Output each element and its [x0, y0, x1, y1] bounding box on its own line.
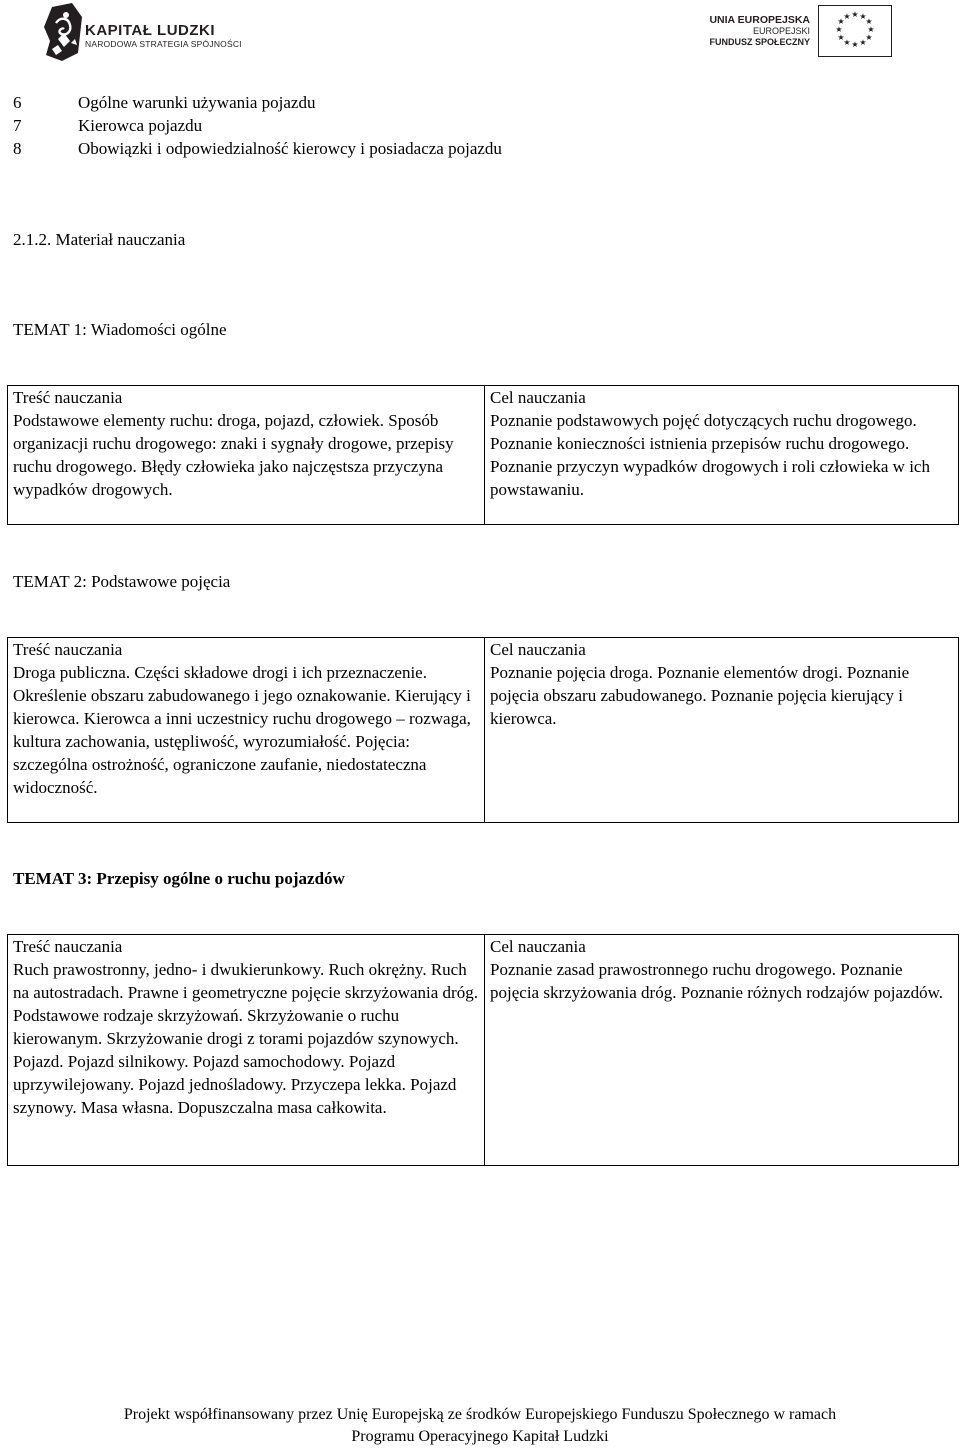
goal-header: Cel nauczania [490, 640, 586, 659]
goal-cell [485, 638, 959, 823]
goal-cell [485, 386, 959, 525]
section-heading: 2.1.2. Materiał nauczania [13, 230, 186, 249]
toc-list [13, 91, 913, 160]
kapital-ludzki-logo [42, 3, 252, 61]
footer-line2: Programu Operacyjnego Kapitał Ludzki [351, 1428, 609, 1445]
goal-text: Poznanie zasad prawostronnego ruchu drogowego. Poznanie pojęcia skrzyżowania dróg. Poznanie różnych rodzajów pojazdów. [490, 960, 944, 1002]
svg-text:★: ★ [867, 25, 875, 34]
svg-text:★: ★ [835, 25, 843, 34]
goal-cell [485, 935, 959, 1166]
kapital-ludzki-emblem-icon [42, 3, 82, 61]
svg-text:★: ★ [837, 33, 845, 42]
content-text: Podstawowe elementy ruchu: droga, pojazd, człowiek. Sposób organizacji ruchu drogowego: znaki i sygnały drogowe, przepisy ruchu drogowego. Błędy człowieka jako najczęstsza przyczyna wypadków drogowych. [13, 411, 454, 499]
kapital-ludzki-title: KAPITAŁ LUDZKI [85, 22, 216, 39]
goal-text: Poznanie podstawowych pojęć dotyczących ruchu drogowego. Poznanie konieczności istnienia przepisów ruchu drogowego. Poznanie przyczyn wypadków drogowych i roli człowieka w ich powstawaniu. [490, 411, 930, 499]
svg-text:★: ★ [837, 17, 845, 26]
svg-text:★: ★ [843, 38, 851, 47]
goal-header: Cel nauczania [490, 937, 586, 956]
goal-text: Poznanie pojęcia droga. Poznanie elementów drogi. Poznanie pojęcia obszaru zabudowanego. Poznanie pojęcia kierujący i kierowca. [490, 663, 910, 728]
kapital-ludzki-subtitle: NARODOWA STRATEGIA SPÓJNOŚCI [85, 39, 242, 49]
page-header [0, 0, 960, 66]
toc-item-number: 7 [13, 116, 22, 135]
footer-line1: Projekt współfinansowany przez Unię Europejską ze środków Europejskiego Funduszu Społecznego w ramach [123, 1406, 837, 1423]
eu-logo-line1: UNIA EUROPEJSKA [709, 14, 810, 26]
eu-flag-icon [818, 5, 892, 57]
topic-2-title: TEMAT 2: Podstawowe pojęcia [13, 572, 231, 591]
svg-text:★: ★ [859, 12, 867, 21]
toc-item [13, 91, 913, 114]
toc-item-number: 8 [13, 139, 22, 158]
goal-header: Cel nauczania [490, 388, 586, 407]
content-cell [8, 935, 485, 1166]
toc-item [13, 137, 913, 160]
svg-text:★: ★ [851, 10, 859, 19]
svg-text:★: ★ [851, 40, 859, 49]
toc-item [13, 114, 913, 137]
topic-3-title: TEMAT 3: Przepisy ogólne o ruchu pojazdów [13, 869, 345, 888]
toc-item-text: Kierowca pojazdu [78, 116, 203, 135]
eu-logo-line3: FUNDUSZ SPOŁECZNY [709, 37, 810, 47]
content-header: Treść nauczania [13, 388, 123, 407]
topic-2-table [7, 637, 959, 823]
svg-text:★: ★ [859, 38, 867, 47]
content-header: Treść nauczania [13, 937, 123, 956]
eu-logo-text [709, 14, 810, 48]
eu-logo-line2: EUROPEJSKI [752, 26, 810, 36]
page-footer [0, 1404, 960, 1448]
topic-1-table [7, 385, 959, 525]
toc-item-text: Obowiązki i odpowiedzialność kierowcy i posiadacza pojazdu [78, 139, 502, 158]
toc-item-text: Ogólne warunki używania pojazdu [78, 93, 316, 112]
content-header: Treść nauczania [13, 640, 123, 659]
svg-text:★: ★ [843, 12, 851, 21]
svg-text:★: ★ [865, 33, 873, 42]
eu-logo [700, 5, 896, 59]
topic-3-table [7, 934, 959, 1166]
toc-item-number: 6 [13, 93, 22, 112]
topic-1-title: TEMAT 1: Wiadomości ogólne [13, 320, 227, 339]
svg-text:★: ★ [865, 17, 873, 26]
content-cell [8, 386, 485, 525]
content-text: Droga publiczna. Części składowe drogi i ich przeznaczenie. Określenie obszaru zabudowanego i jego oznakowanie. Kierujący i kierowca. Kierowca a inni uczestnicy ruchu drogowego – rozwaga, kultura zachowania, ustępliwość, wyrozumiałość. Pojęcia: szczególna ostrożność, ograniczone zaufanie, niedostateczna widoczność. [13, 663, 471, 797]
content-cell [8, 638, 485, 823]
content-text: Ruch prawostronny, jedno- i dwukierunkowy. Ruch okrężny. Ruch na autostradach. Prawne i geometryczne pojęcie skrzyżowania dróg. Podstawowe rodzaje skrzyżowań. Skrzyżowanie o ruchu kierowanym. Skrzyżowanie drogi z torami pojazdów szynowych. Pojazd. Pojazd silnikowy. Pojazd samochodowy. Pojazd uprzywilejowany. Pojazd jednośladowy. Przyczepa lekka. Pojazd szynowy. Masa własna. Dopuszczalna masa całkowita. [13, 960, 478, 1117]
